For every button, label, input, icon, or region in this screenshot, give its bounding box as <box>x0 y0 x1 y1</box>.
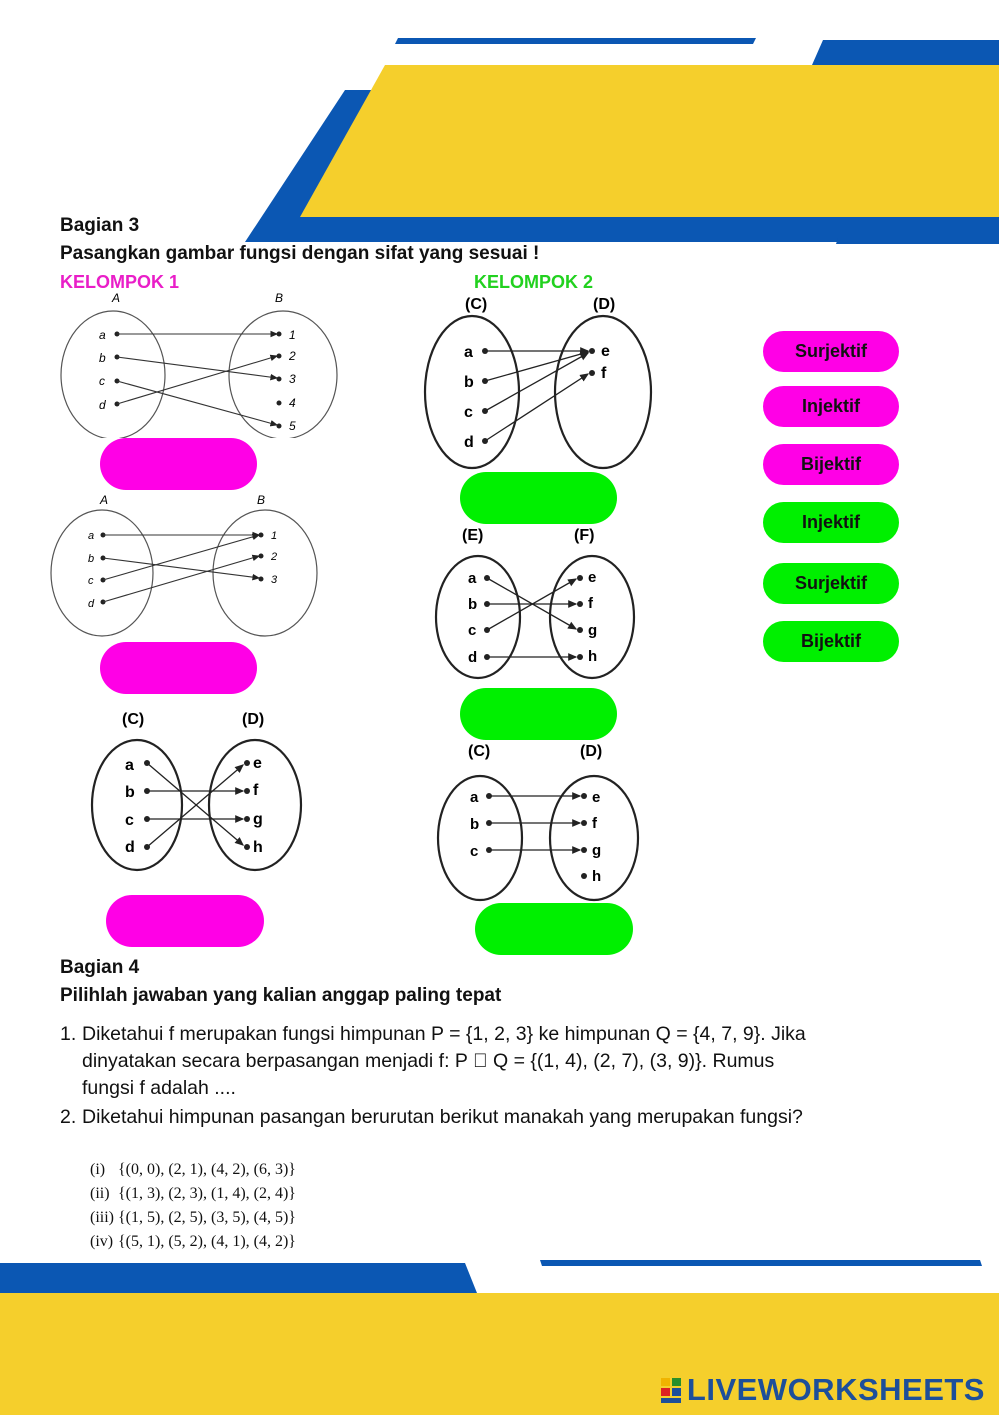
svg-text:e: e <box>592 789 601 806</box>
svg-text:d: d <box>99 398 106 412</box>
svg-text:h: h <box>592 868 602 885</box>
svg-text:a: a <box>468 570 477 587</box>
option-surjektif-2[interactable]: Surjektif <box>763 563 899 604</box>
svg-text:e: e <box>588 569 597 586</box>
svg-text:(E): (E) <box>462 527 484 544</box>
svg-text:d: d <box>464 434 474 451</box>
mapping-diagram-6 <box>430 738 650 908</box>
option-surjektif-1[interactable]: Surjektif <box>763 331 899 372</box>
svg-text:1: 1 <box>289 328 296 342</box>
svg-text:a: a <box>470 789 479 806</box>
svg-text:b: b <box>464 374 474 391</box>
mapping-diagram-3 <box>85 706 315 881</box>
svg-text:a: a <box>99 328 106 342</box>
set-item: (iii) {(1, 5), (2, 5), (3, 5), (4, 5)} <box>90 1209 296 1226</box>
mapping-diagram-4 <box>420 292 660 472</box>
svg-text:(D): (D) <box>580 743 603 760</box>
svg-text:h: h <box>588 648 598 665</box>
svg-text:(F): (F) <box>574 527 595 544</box>
svg-text:(D): (D) <box>593 296 616 313</box>
set-label-b: B <box>275 291 284 305</box>
answer-slot-5[interactable] <box>460 688 617 740</box>
svg-text:c: c <box>125 812 134 829</box>
question-number: 2. <box>60 1106 77 1128</box>
svg-text:c: c <box>464 404 473 421</box>
svg-text:b: b <box>468 596 478 613</box>
svg-text:a: a <box>464 344 473 361</box>
question-number: 1. <box>60 1023 77 1045</box>
logo-text: LIVEWORKSHEETS <box>686 1372 985 1407</box>
svg-text:3: 3 <box>289 372 296 386</box>
mapping-diagram-5 <box>430 522 650 682</box>
svg-text:e: e <box>253 755 262 772</box>
svg-text:2: 2 <box>289 349 296 363</box>
question-text: Diketahui f merupakan fungsi himpunan P = {1, 2, 3} ke himpunan Q = {4, 7, 9}. Jika dinyatakan secara berpasangan menjadi f: P   Q = {(1, 4), (2, 7), (3, 9)}. Rumus fungsi f adalah .... <box>82 1023 806 1099</box>
answer-slot-6[interactable] <box>475 903 633 955</box>
svg-text:b: b <box>125 784 135 801</box>
svg-text:h: h <box>253 839 263 856</box>
svg-text:a: a <box>125 757 134 774</box>
svg-text:f: f <box>253 782 259 799</box>
svg-text:f: f <box>601 365 607 382</box>
svg-text:1: 1 <box>271 530 278 542</box>
svg-text:g: g <box>592 842 602 859</box>
svg-text:(C): (C) <box>468 743 491 760</box>
svg-text:c: c <box>99 374 105 388</box>
svg-text:(C): (C) <box>122 711 145 728</box>
mapping-diagram-1 <box>55 288 345 438</box>
svg-text:(D): (D) <box>242 711 265 728</box>
svg-text:(C): (C) <box>465 296 488 313</box>
svg-text:f: f <box>592 815 597 832</box>
svg-text:d: d <box>125 839 135 856</box>
svg-text:2: 2 <box>271 551 278 563</box>
svg-text:4: 4 <box>289 396 296 410</box>
set-item: (iv) {(5, 1), (5, 2), (4, 1), (4, 2)} <box>90 1233 296 1250</box>
svg-text:a: a <box>88 530 95 542</box>
liveworksheets-logo <box>661 1372 985 1408</box>
svg-text:c: c <box>468 622 477 639</box>
question-1 <box>60 1021 830 1102</box>
svg-text:e: e <box>601 343 610 360</box>
bagian4-title: Bagian 4 <box>60 957 140 978</box>
svg-text:d: d <box>88 598 95 610</box>
question-2 <box>60 1104 830 1131</box>
svg-text:3: 3 <box>271 574 278 586</box>
option-bijektif-1[interactable]: Bijektif <box>763 444 899 485</box>
answer-slot-1[interactable] <box>100 438 257 490</box>
svg-text:B: B <box>257 493 266 507</box>
answer-slot-2[interactable] <box>100 642 257 694</box>
question-text: Diketahui himpunan pasangan berurutan berikut manakah yang merupakan fungsi? <box>82 1106 803 1128</box>
logo-icon <box>661 1376 683 1404</box>
svg-text:g: g <box>588 622 598 639</box>
svg-text:d: d <box>468 649 478 666</box>
bagian4-instruction: Pilihlah jawaban yang kalian anggap paling tepat <box>60 985 502 1006</box>
svg-text:c: c <box>88 575 94 587</box>
svg-text:A: A <box>100 493 109 507</box>
svg-text:f: f <box>588 595 593 612</box>
top-banner-decoration <box>0 0 999 260</box>
svg-text:g: g <box>253 811 263 828</box>
set-item: (i) {(0, 0), (2, 1), (4, 2), (6, 3)} <box>90 1161 296 1178</box>
bagian3-title: Bagian 3 <box>60 215 140 236</box>
ordered-pair-sets <box>90 1158 296 1254</box>
svg-text:b: b <box>99 351 106 365</box>
group2-title: KELOMPOK 2 <box>474 272 594 292</box>
option-injektif-2[interactable]: Injektif <box>763 502 899 543</box>
svg-text:b: b <box>88 553 95 565</box>
set-label-a: A <box>112 291 121 305</box>
answer-slot-3[interactable] <box>106 895 264 947</box>
bagian3-instruction: Pasangkan gambar fungsi dengan sifat yang sesuai ! <box>60 243 540 264</box>
set-item: (ii) {(1, 3), (2, 3), (1, 4), (2, 4)} <box>90 1185 296 1202</box>
group1-title: KELOMPOK 1 <box>60 272 180 292</box>
answer-slot-4[interactable] <box>460 472 617 524</box>
svg-text:c: c <box>470 843 479 860</box>
option-bijektif-2[interactable]: Bijektif <box>763 621 899 662</box>
mapping-diagram-2 <box>45 490 325 640</box>
svg-text:5: 5 <box>289 419 296 433</box>
svg-text:b: b <box>470 816 480 833</box>
option-injektif-1[interactable]: Injektif <box>763 386 899 427</box>
